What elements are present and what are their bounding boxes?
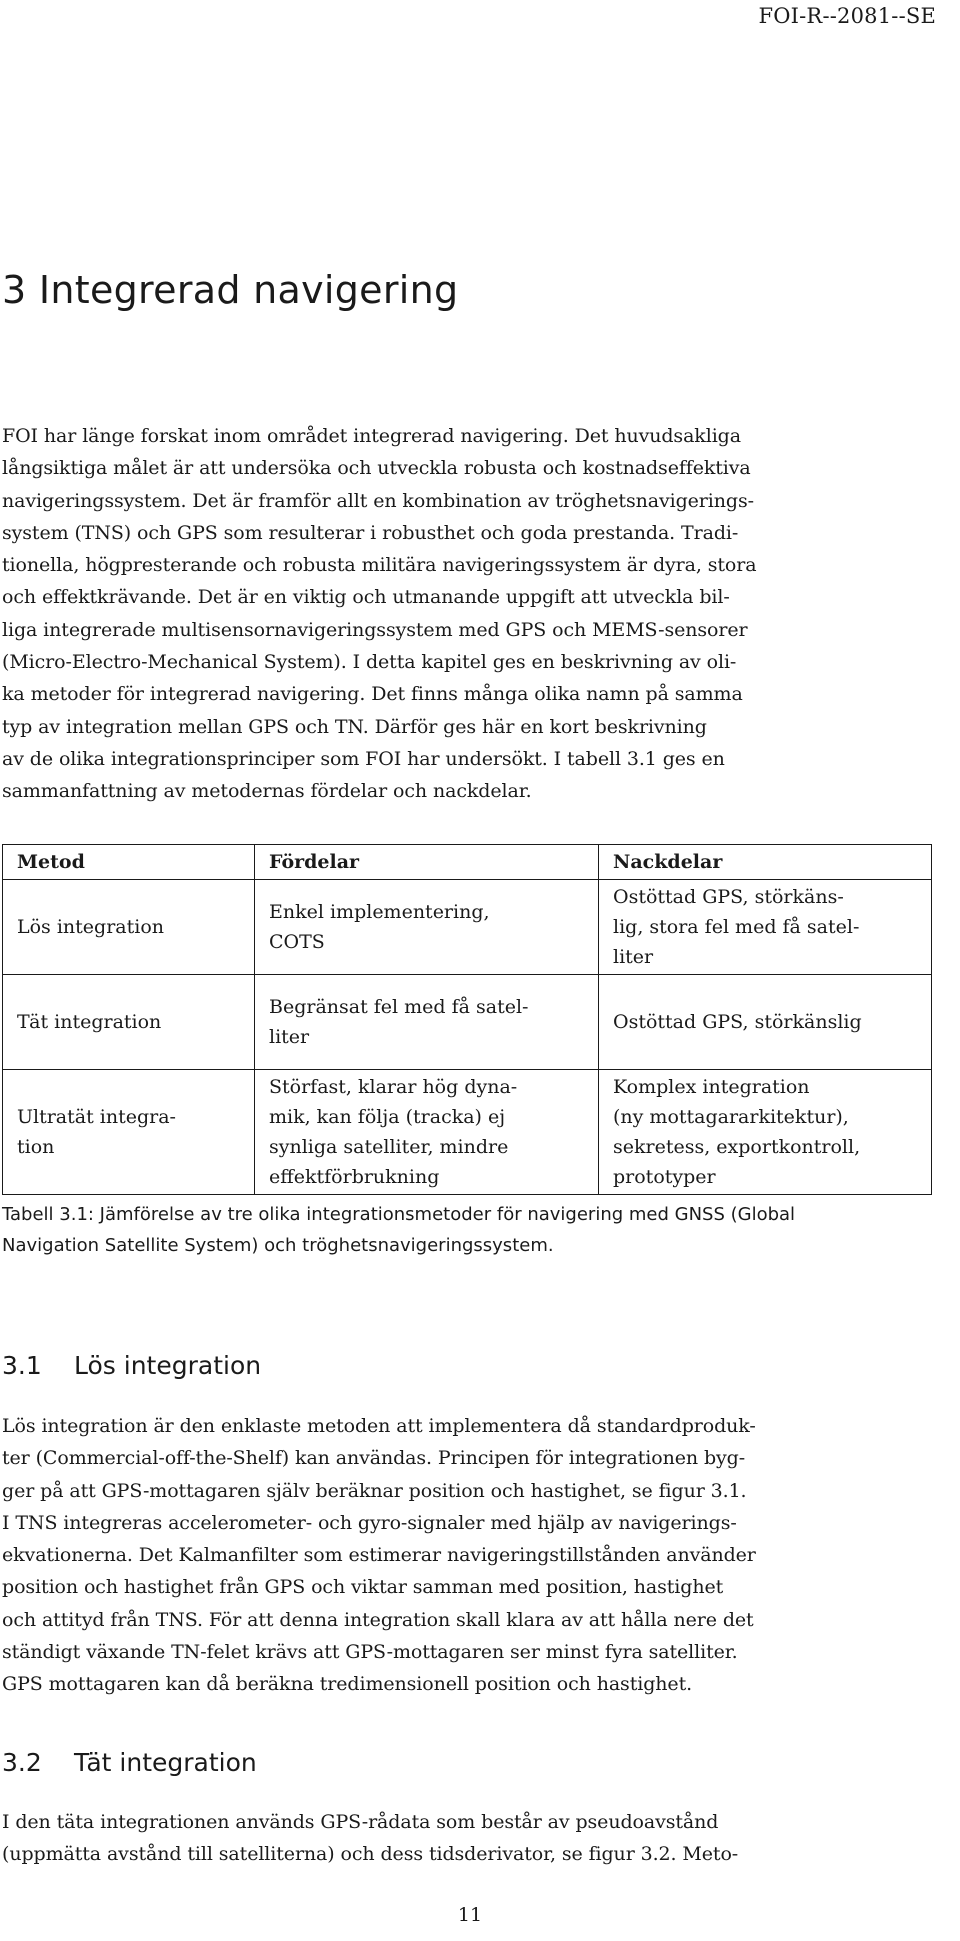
table-caption (2, 1199, 938, 1261)
section-heading (2, 1748, 257, 1777)
text-line: och attityd från TNS. För att denna integration skall klara av att hålla nere det (2, 1608, 754, 1631)
text-line: ekvationerna. Det Kalmanfilter som estimerar navigeringstillstånden använder (2, 1544, 756, 1567)
text-line: sammanfattning av metodernas fördelar och nackdelar. (2, 780, 532, 803)
caption-line: Navigation Satellite System) och tröghetsnavigeringssystem. (2, 1235, 554, 1256)
text-line: I TNS integreras accelerometer- och gyro-signaler med hjälp av navigerings- (2, 1511, 737, 1534)
cell-line: Störfast, klarar hög dyna- (269, 1076, 518, 1098)
cell-line: prototyper (613, 1166, 716, 1188)
table-row (3, 1070, 932, 1195)
cell-line: effektförbrukning (269, 1166, 440, 1188)
text-line: av de olika integrationsprinciper som FOI har undersökt. I tabell 3.1 ges en (2, 747, 725, 770)
text-line: position och hastighet från GPS och viktar samman med position, hastighet (2, 1576, 724, 1599)
text-line: tionella, högpresterande och robusta militära navigeringssystem är dyra, stora (2, 554, 757, 577)
text-line: Lös integration är den enklaste metoden att implementera då standardproduk- (2, 1415, 756, 1437)
table-cell-nackdelar (599, 975, 932, 1070)
cell-line: Lös integration (17, 916, 164, 938)
column-header-nackdelar: Nackdelar (599, 845, 932, 880)
section-paragraph (2, 1410, 938, 1701)
section-title: Tät integration (74, 1748, 257, 1777)
text-line: FOI har länge forskat inom området integrerad navigering. Det huvudsakliga (2, 425, 741, 447)
text-line: (uppmätta avstånd till satelliterna) och dess tidsderivator, se figur 3.2. Meto- (2, 1843, 739, 1866)
cell-line: Begränsat fel med få satel- (269, 996, 529, 1018)
text-line: ger på att GPS-mottagaren själv beräknar position och hastighet, se figur 3.1. (2, 1479, 747, 1502)
cell-line: (ny mottagararkitektur), (613, 1106, 849, 1128)
comparison-table (2, 844, 932, 1195)
table-cell-fordelar (255, 975, 599, 1070)
cell-line: Tät integration (17, 1011, 162, 1033)
text-line: navigeringssystem. Det är framför allt en kombination av tröghetsnavigerings- (2, 489, 754, 512)
cell-line: lig, stora fel med få satel- (613, 916, 860, 938)
section-number: 3.2 (2, 1748, 42, 1777)
page-number: 11 (457, 1904, 483, 1926)
table-row (3, 975, 932, 1070)
table-cell-fordelar (255, 880, 599, 975)
table-row (3, 880, 932, 975)
table-cell-nackdelar (599, 1070, 932, 1195)
table-cell-metod (3, 1070, 255, 1195)
cell-line: COTS (269, 931, 325, 953)
table-cell-metod (3, 975, 255, 1070)
cell-line: Ostöttad GPS, störkänslig (613, 1011, 862, 1033)
table-cell-metod (3, 880, 255, 975)
intro-paragraph (2, 420, 938, 808)
text-line: (Micro-Electro-Mechanical System). I detta kapitel ges en beskrivning av oli- (2, 651, 737, 674)
column-header-fordelar: Fördelar (255, 845, 599, 880)
section-title: Lös integration (74, 1351, 262, 1380)
section-heading (2, 1351, 261, 1380)
cell-line: liter (269, 1026, 310, 1048)
table-cell-nackdelar (599, 880, 932, 975)
text-line: långsiktiga målet är att undersöka och utveckla robusta och kostnadseffektiva (2, 457, 751, 480)
text-line: I den täta integrationen används GPS-rådata som består av pseudoavstånd (2, 1811, 719, 1833)
cell-line: tion (17, 1136, 55, 1158)
text-line: ständigt växande TN-felet krävs att GPS-mottagaren ser minst fyra satelliter. (2, 1641, 738, 1664)
table-header-row (3, 845, 932, 880)
cell-line: mik, kan följa (tracka) ej (269, 1106, 506, 1128)
cell-line: liter (613, 946, 654, 968)
chapter-title: 3 Integrerad navigering (2, 268, 459, 312)
document-id: FOI-R--2081--SE (758, 4, 936, 28)
cell-line: Komplex integration (613, 1076, 810, 1098)
text-line: liga integrerade multisensornavigeringssystem med GPS och MEMS-sensorer (2, 618, 748, 641)
cell-line: synliga satelliter, mindre (269, 1136, 509, 1158)
text-line: ka metoder för integrerad navigering. Det finns många olika namn på samma (2, 683, 743, 706)
cell-line: Enkel implementering, (269, 901, 490, 923)
text-line: typ av integration mellan GPS och TN. Därför ges här en kort beskrivning (2, 715, 707, 738)
section-paragraph (2, 1806, 938, 1871)
cell-line: Ultratät integra- (17, 1106, 176, 1128)
section-number: 3.1 (2, 1351, 42, 1380)
column-header-metod: Metod (3, 845, 255, 880)
caption-line: Tabell 3.1: Jämförelse av tre olika integrationsmetoder för navigering med GNSS (Global (2, 1204, 796, 1225)
text-line: GPS mottagaren kan då beräkna tredimensionell position och hastighet. (2, 1673, 693, 1696)
cell-line: sekretess, exportkontroll, (613, 1136, 861, 1158)
table-cell-fordelar (255, 1070, 599, 1195)
text-line: och effektkrävande. Det är en viktig och utmanande uppgift att utveckla bil- (2, 586, 730, 609)
text-line: ter (Commercial-off-the-Shelf) kan användas. Principen för integrationen byg- (2, 1447, 746, 1470)
cell-line: Ostöttad GPS, störkäns- (613, 886, 844, 908)
text-line: system (TNS) och GPS som resulterar i robusthet och goda prestanda. Tradi- (2, 521, 739, 544)
